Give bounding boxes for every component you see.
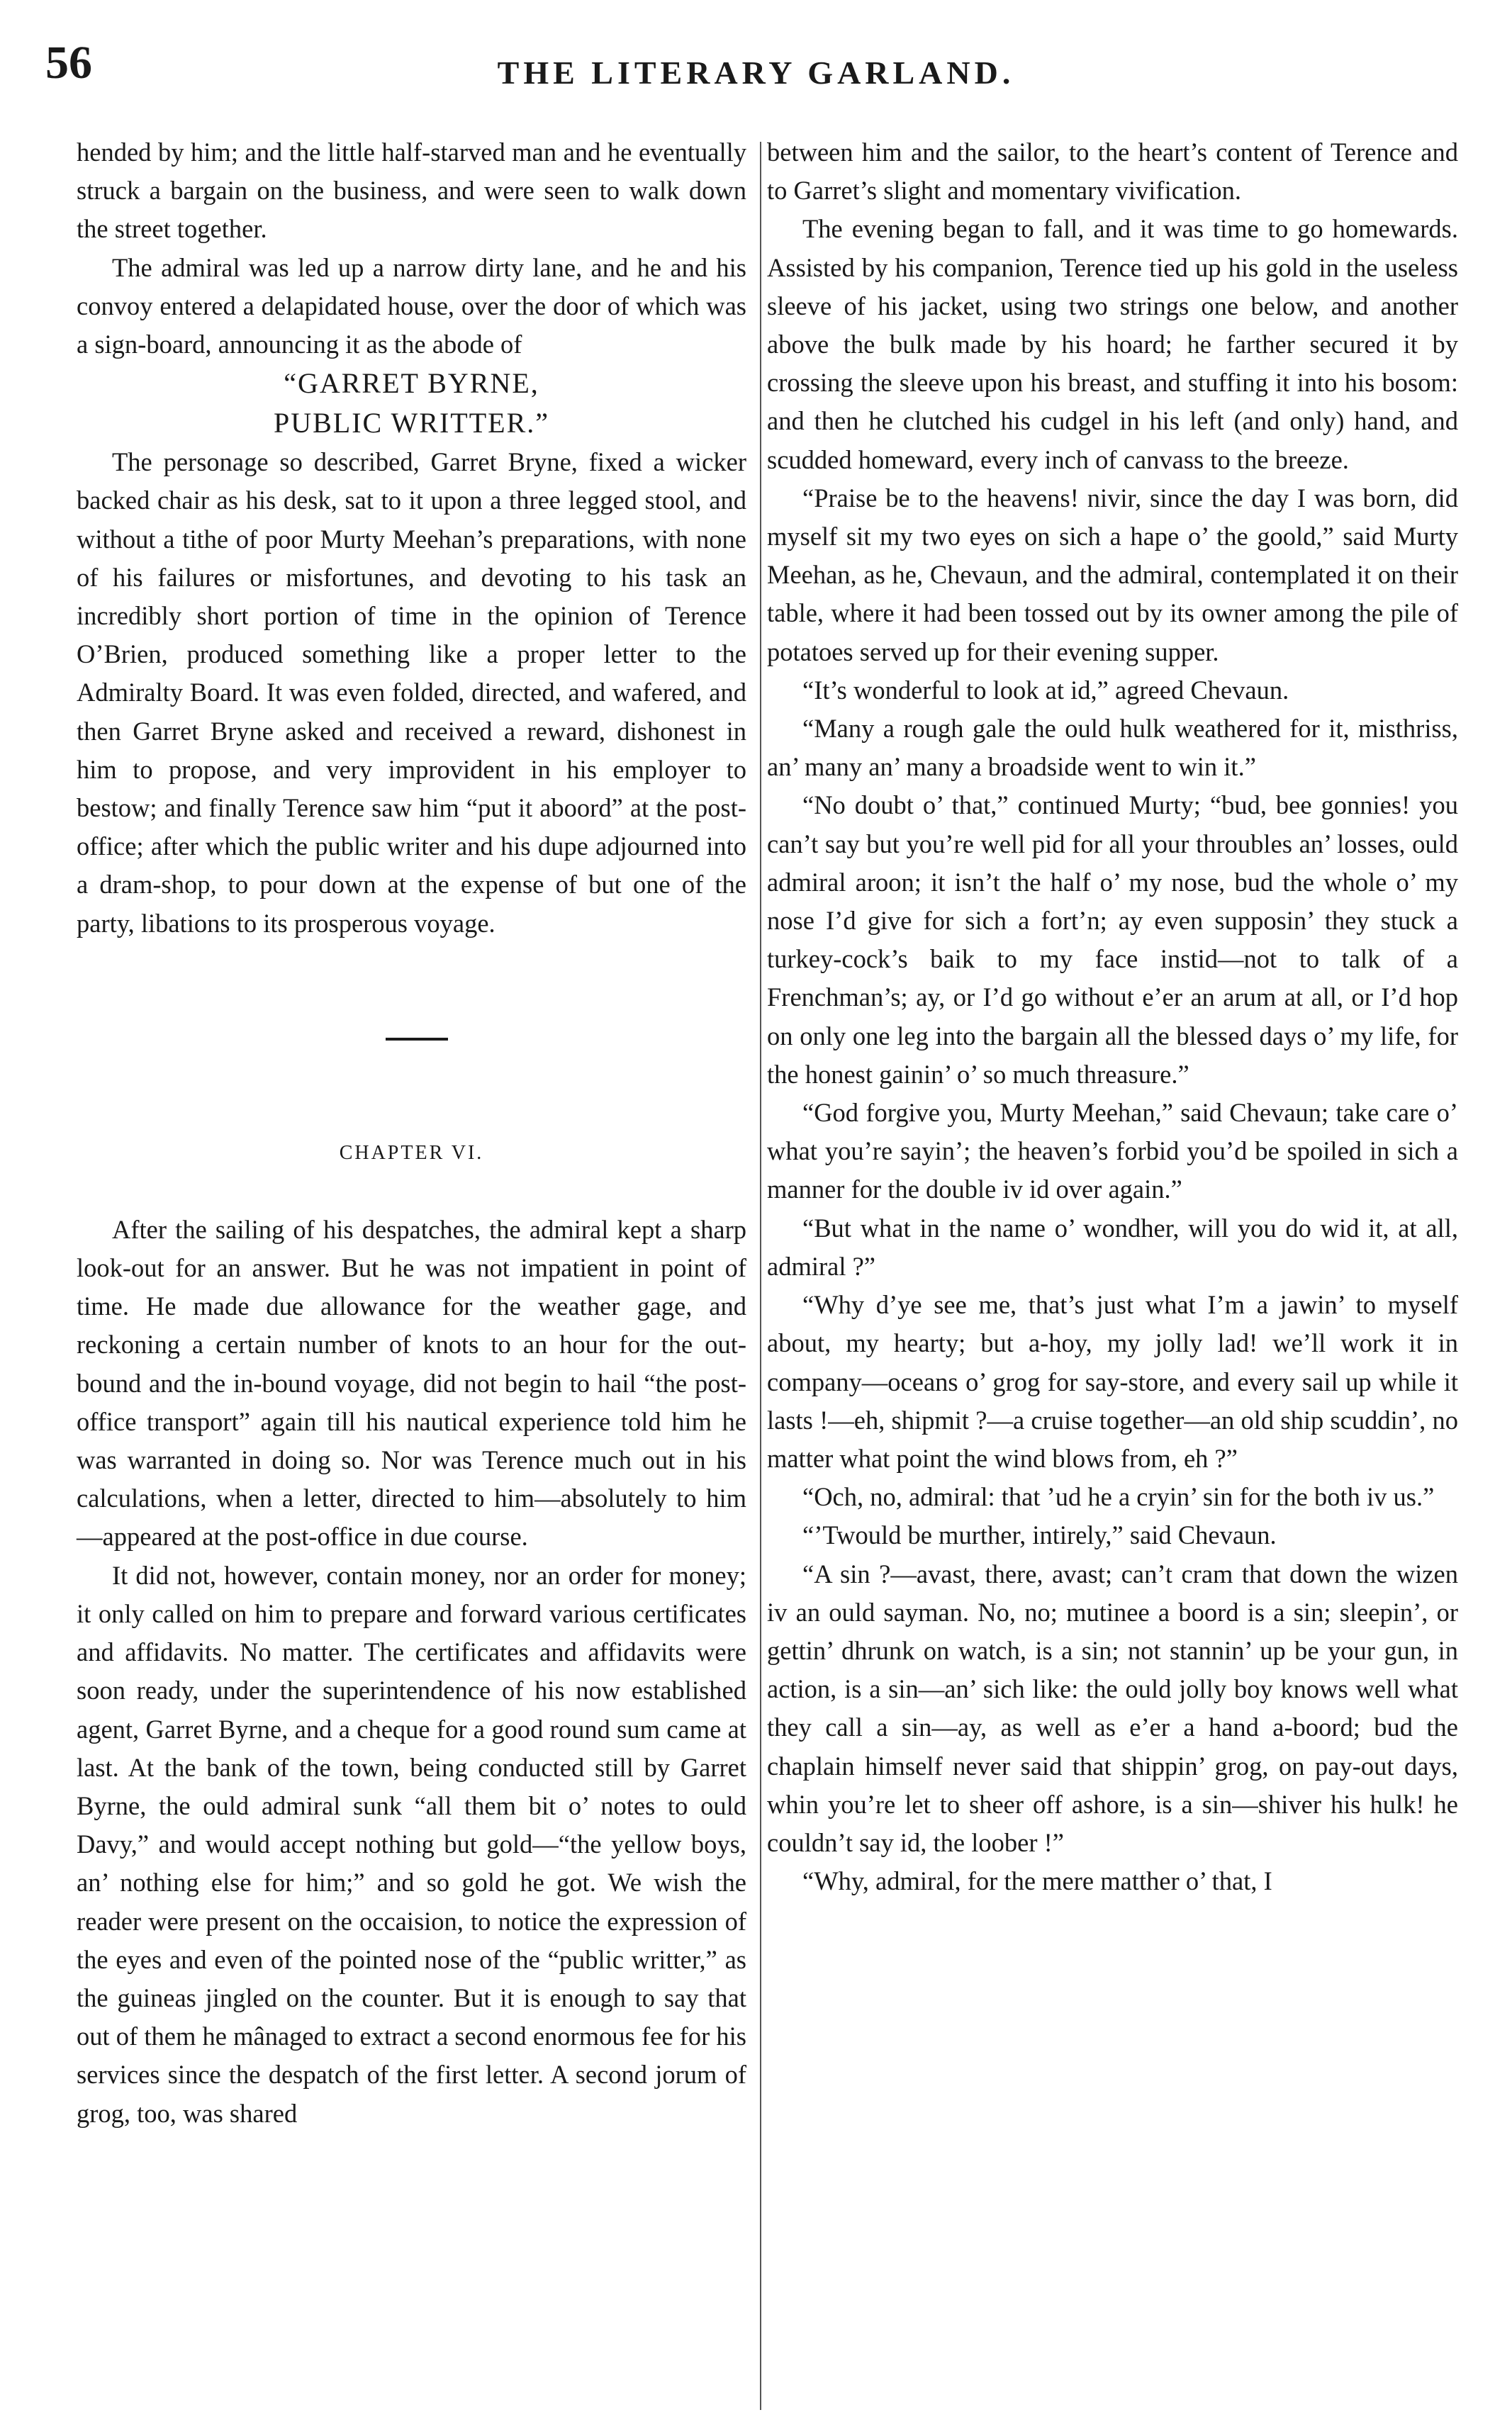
paragraph: “But what in the name o’ wondher, will you do wid it, at all, admiral ?”: [767, 1213, 1458, 1281]
chapter-heading: CHAPTER VI.: [339, 1141, 484, 1164]
paragraph: The personage so described, Garret Bryne, fixed a wicker backed chair as his desk, sat to it upon a three legged stool, and without a tithe of poor Murty Meehan’s preparations, with none of his failures or misfortunes, and devoting to his task an incredibly short portion of time in the opinion of Terence O’Brien, produced something like a proper letter to the Admiralty Board. It was even folded, directed, and wafered, and then Garret Bryne asked and received a reward, dishonest in him to propose, and very improvident in his employer to bestow; and finally Terence saw him “put it aboord” at the post-office; after which the public writer and his dupe adjourned into a dram-shop, to pour down at the expense of but one of the party, libations to its prosperous voyage.: [77, 447, 746, 938]
paragraph: The evening began to fall, and it was time to go homewards. Assisted by his companion, Terence tied up his gold in the useless sleeve of his jacket, using two strings one below, and another above the bulk made by his hoard; he farther secured it by crossing the sleeve upon his breast, and stuffing it into his bosom: and then he clutched his cudgel in his left (and only) hand, and scudded homeward, every inch of canvass to the breeze.: [767, 214, 1458, 474]
paragraph: “Many a rough gale the ould hulk weathered for it, misthriss, an’ many an’ many a broadside went to win it.”: [767, 714, 1458, 782]
column-rule: [760, 142, 761, 2410]
paragraph: “Och, no, admiral: that ’ud he a cryin’ sin for the both iv us.”: [802, 1482, 1435, 1512]
signboard-line: PUBLIC WRITTER.”: [273, 407, 549, 439]
section-divider: [77, 943, 746, 1134]
paragraph: After the sailing of his despatches, the admiral kept a sharp look-out for an answer. But he was not impatient in point of time. He made due allowance for the weather gage, and reckoning a certain number of knots to an hour for the out-bound and the in-bound voyage, did not begin to hail “the post-office transport” again till his nautical experience told him he was warranted in doing so. Nor was Terence much out in his calculations, when a letter, directed to him—absolutely to him—appeared at the post-office in due course.: [77, 1214, 746, 1552]
right-column: [767, 133, 1458, 1900]
running-title: THE LITERARY GARLAND.: [497, 55, 1015, 91]
paragraph: “Why, admiral, for the mere matther o’ that, I: [802, 1866, 1272, 1896]
short-rule: [386, 1038, 448, 1041]
signboard-text: [77, 364, 746, 443]
paragraph: “God forgive you, Murty Meehan,” said Chevaun; take care o’ what you’re sayin’; the heaven’s forbid you’d be spoiled in sich a manner for the double iv id over again.”: [767, 1098, 1458, 1204]
left-column: [77, 133, 746, 2133]
paragraph: hended by him; and the little half-starved man and he eventually struck a bargain on the business, and were seen to walk down the street together.: [77, 138, 746, 244]
paragraph: between him and the sailor, to the heart’s content of Terence and to Garret’s slight and momentary vivification.: [767, 138, 1458, 206]
paragraph: “Praise be to the heavens! nivir, since the day I was born, did myself sit my two eyes on sich a hape o’ the goold,” said Murty Meehan, as he, Chevaun, and the admiral, contemplated it on their table, where it had been tossed out by its owner among the pile of potatoes served up for their evening supper.: [767, 483, 1458, 666]
paragraph: It did not, however, contain money, nor an order for money; it only called on him to prepare and forward various certificates and affidavits. No matter. The certificates and affidavits were soon ready, under the superintendence of his now established agent, Garret Byrne, and a cheque for a good round sum came at last. At the bank of the town, being conducted still by Garret Byrne, the ould admiral sunk “all them bit o’ notes to ould Davy,” and would accept nothing but gold—“the yellow boys, an’ nothing else for him;” and so gold he got. We wish the reader were present on the occaision, to notice the expression of the eyes and even of the pointed nose of the “public writter,” as the guineas jingled on the counter. But it is enough to say that out of them he mânaged to extract a second enormous fee for his services since the despatch of the first letter. A second jorum of grog, too, was shared: [77, 1560, 746, 2128]
page-header: [0, 0, 1512, 142]
paragraph: “A sin ?—avast, there, avast; can’t cram that down the wizen iv an ould sayman. No, no; mutinee a boord is a sin; sleepin’, or gettin’ dhrunk on watch, is a sin; not stannin’ up be your gun, in action, is a sin—an’ sich like: the ould jolly boy knows well what they call a sin—ay, as well as e’er a hand a-boord; bud the chaplain himself never said that shippin’ grog, on pay-out days, whin you’re let to sheer off ashore, is a sin—shiver his hulk! he couldn’t say id, the loober !”: [767, 1559, 1458, 1857]
page-number: 56: [45, 37, 92, 89]
signboard-line: “GARRET BYRNE,: [284, 367, 539, 400]
paragraph: The admiral was led up a narrow dirty lane, and he and his convoy entered a delapidated house, over the door of which was a sign-board, announcing it as the abode of: [77, 252, 746, 359]
paragraph: “It’s wonderful to look at id,” agreed Chevaun.: [802, 675, 1289, 705]
paragraph: “’Twould be murther, intirely,” said Chevaun.: [802, 1520, 1277, 1550]
paragraph: “No doubt o’ that,” continued Murty; “bud, bee gonnies! you can’t say but you’re well pid for all your throubles an’ losses, ould admiral aroon; it isn’t the half o’ my nose, bud the whole o’ my nose I’d give for sich a fort’n; ay even supposin’ they stuck a turkey-cock’s baik to my face instid—not to talk of a Frenchman’s; ay, or I’d go without e’er an arum at all, or I’d hop on only one leg into the bargain all the blessed days o’ my life, for the honest gainin’ o’ so much threasure.”: [767, 790, 1458, 1089]
paragraph: “Why d’ye see me, that’s just what I’m a jawin’ to myself about, my hearty; but a-hoy, my jolly lad! we’ll work it in company—oceans o’ grog for say-store, and every sail up while it lasts !—eh, shipmit ?—a cruise together—an old ship scuddin’, no matter what point the wind blows from, eh ?”: [767, 1290, 1458, 1473]
